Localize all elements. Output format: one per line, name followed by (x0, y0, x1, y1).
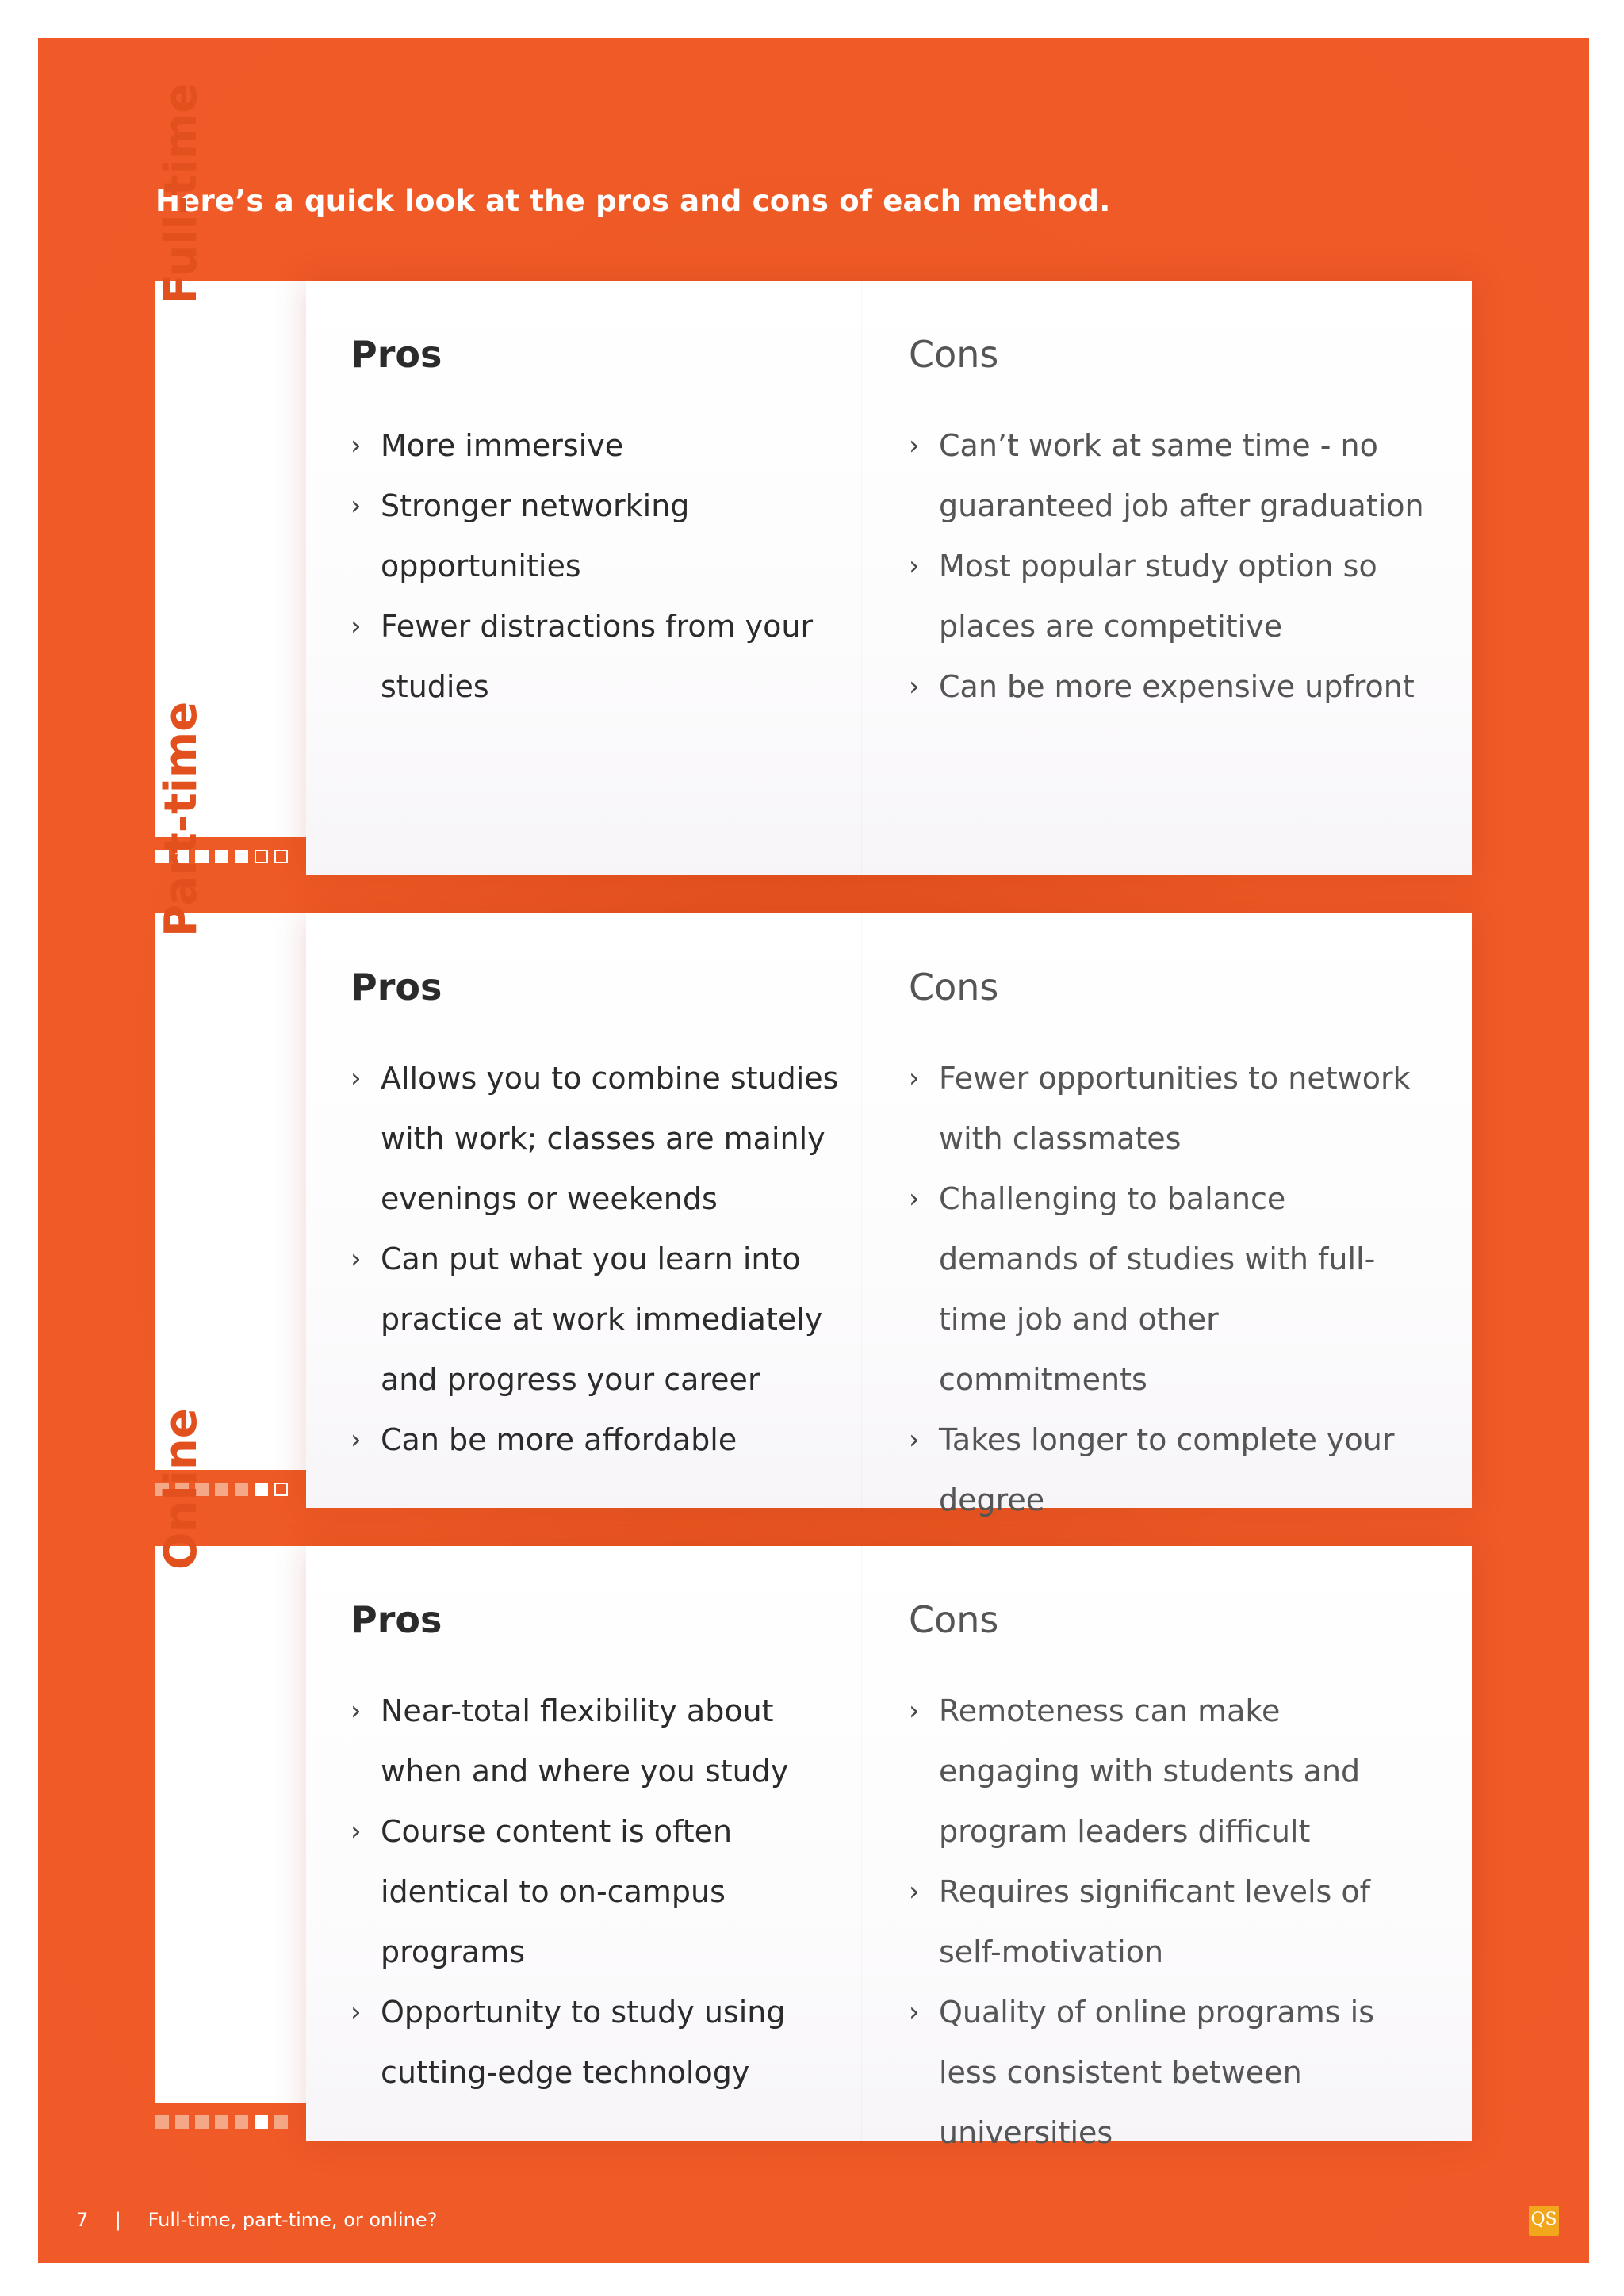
footer-separator: | (114, 2209, 122, 2231)
chevron-right-icon: › (909, 430, 920, 461)
pros-title: Pros (350, 1598, 442, 1641)
list-item: › Can’t work at same time - no guaranteed job after graduation (909, 415, 1424, 536)
cons-title: Cons (909, 1598, 999, 1641)
dot-outline (255, 850, 268, 863)
list-item: › Opportunity to study using cutting-edge technology (350, 1982, 842, 2103)
list-item: › Can put what you learn into practice at work immediately and progress your career (350, 1229, 842, 1410)
chevron-right-icon: › (909, 1876, 920, 1908)
dot-filled (255, 2115, 268, 2129)
page-footer (76, 2209, 437, 2231)
list-item: › Can be more affordable (350, 1410, 842, 1470)
dot-filled (215, 850, 228, 863)
list-item: › More immersive (350, 415, 842, 476)
chevron-right-icon: › (909, 1062, 920, 1094)
chevron-right-icon: › (350, 1996, 362, 2028)
chevron-right-icon: › (909, 1424, 920, 1456)
list-item: › Requires significant levels of self-motivation (909, 1862, 1424, 1982)
pros-list (350, 1048, 842, 1470)
card-side-panel (155, 1408, 306, 2103)
card-label: Online (155, 1408, 207, 1570)
column-divider (861, 281, 862, 875)
dot-filled (235, 850, 248, 863)
dot-filled (255, 1483, 268, 1496)
page-number: 7 (76, 2209, 89, 2231)
chevron-right-icon: › (350, 1816, 362, 1847)
cons-title: Cons (909, 333, 999, 376)
dot-outline (274, 850, 288, 863)
dot-light (195, 2115, 209, 2129)
chevron-right-icon: › (909, 550, 920, 582)
cons-list (909, 1681, 1424, 2163)
dot-light (215, 2115, 228, 2129)
qs-logo-icon: QS (1529, 2206, 1559, 2236)
intro-text: Here’s a quick look at the pros and cons of each method. (155, 184, 1111, 218)
chevron-right-icon: › (909, 1695, 920, 1727)
list-item: › Near-total flexibility about when and where you study (350, 1681, 842, 1801)
dot-light (215, 1483, 228, 1496)
list-item: › Most popular study option so places are competitive (909, 536, 1424, 656)
cons-list (909, 1048, 1424, 1530)
column-divider (861, 1546, 862, 2141)
card-content (306, 913, 1472, 1517)
cons-list (909, 415, 1424, 717)
chevron-right-icon: › (350, 1424, 362, 1456)
dot-light (175, 2115, 189, 2129)
pros-title: Pros (350, 333, 442, 376)
column-divider (861, 913, 862, 1508)
chevron-right-icon: › (350, 490, 362, 522)
dot-outline (274, 1483, 288, 1496)
card-content (306, 1546, 1472, 2150)
card-content (306, 281, 1472, 875)
list-item: › Allows you to combine studies with work; classes are mainly evenings or weekends (350, 1048, 842, 1229)
pros-list (350, 415, 842, 717)
list-item: › Remoteness can make engaging with students and program leaders difficult (909, 1681, 1424, 1862)
list-item: › Challenging to balance demands of studies with full-time job and other commitments (909, 1169, 1424, 1410)
dot-light (235, 2115, 248, 2129)
list-item: › Fewer opportunities to network with classmates (909, 1048, 1424, 1169)
page-background (38, 38, 1589, 2263)
chevron-right-icon: › (350, 1062, 362, 1094)
card-label: Part-time (155, 701, 207, 937)
card-side-panel (155, 701, 306, 1470)
dot-light (235, 1483, 248, 1496)
list-item: › Fewer distractions from your studies (350, 596, 842, 717)
dot-light (155, 2115, 169, 2129)
chevron-right-icon: › (350, 430, 362, 461)
pros-list (350, 1681, 842, 2103)
chevron-right-icon: › (350, 610, 362, 642)
card-label: Full-time (155, 82, 207, 304)
progress-dots (155, 2115, 288, 2131)
list-item: › Takes longer to complete your degree (909, 1410, 1424, 1530)
chevron-right-icon: › (350, 1243, 362, 1275)
chevron-right-icon: › (909, 671, 920, 702)
chevron-right-icon: › (350, 1695, 362, 1727)
pros-title: Pros (350, 966, 442, 1008)
list-item: › Course content is often identical to on-campus programs (350, 1801, 842, 1982)
chevron-right-icon: › (909, 1183, 920, 1215)
chevron-right-icon: › (909, 1996, 920, 2028)
section-title: Full-time, part-time, or online? (147, 2209, 438, 2231)
list-item: › Stronger networking opportunities (350, 476, 842, 596)
card-part-time (155, 701, 1472, 1517)
cons-title: Cons (909, 966, 999, 1008)
list-item: › Quality of online programs is less consistent between universities (909, 1982, 1424, 2163)
dot-light (274, 2115, 288, 2129)
list-item: › Can be more expensive upfront (909, 656, 1424, 717)
